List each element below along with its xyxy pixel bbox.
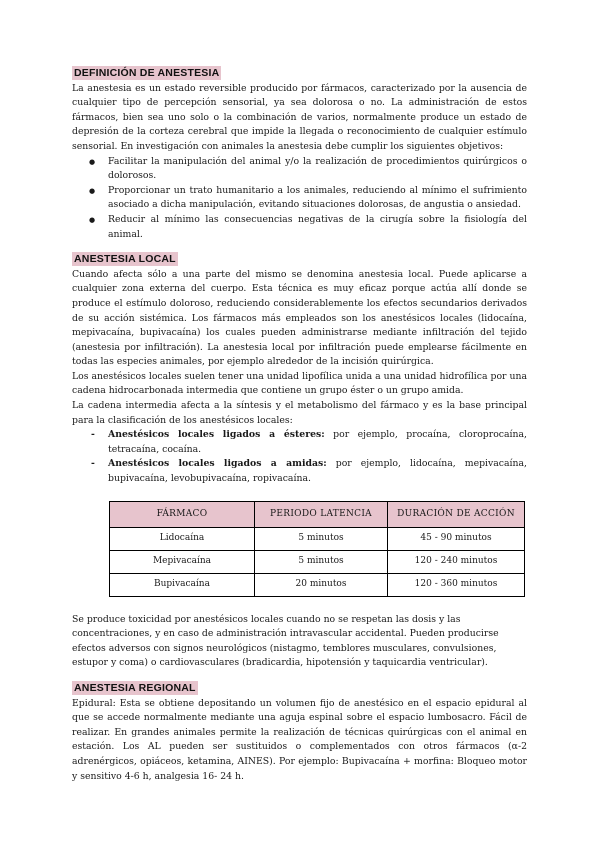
paragraph-local-2: Los anestésicos locales suelen tener una unidad lipofílica unida a una unidad hidrofílica por una cadena hidrocarbonada intermedia que contiene un grupo éster o un grupo amida. (72, 370, 527, 397)
heading-regional: ANESTESIA REGIONAL (74, 682, 196, 694)
type-term: Anestésicos locales ligados a amidas: (108, 458, 327, 470)
paragraph-definicion: La anestesia es un estado reversible producido por fármacos, caracterizado por la ausencia de cualquier tipo de percepción sensorial, ya sea dolorosa o no. La administración de estos fármacos, bien sea uno solo o la combinación de varios, normalmente produce un estado de depresión de la corteza cerebral que impide la llegada o reconocimiento de cualquier estímulo sensorial. En investigación con animales la anestesia debe cumplir los siguientes objetivos: (72, 82, 527, 152)
paragraph-toxicity: Se produce toxicidad por anestésicos locales cuando no se respetan las dosis y las concentraciones, y en caso de administración intravascular accidental. Pueden producirse efectos adversos con signos neurológicos (nistagmo, temblores musculares, convulsiones, estupor y coma) o cardiovasculares (bradicardia, hipotensión y taquicardia ventricular). (72, 613, 499, 669)
list-item: ● Reducir al mínimo las consecuencias negativas de la cirugía sobre la fisiología del animal. (72, 213, 527, 242)
type-desc: por ejemplo, procaína, cloroprocaína, tetracaína, cocaína. (108, 429, 527, 455)
paragraph-local-3: La cadena intermedia afecta a la síntesis y el metabolismo del fármaco y es la base principal para la clasificación de los anestésicos locales: (72, 400, 527, 426)
table-cell: Bupivacaína (110, 573, 255, 596)
table-cell: Mepivacaína (110, 550, 255, 573)
section-local (72, 252, 527, 671)
table-cell: 5 minutos (255, 527, 388, 550)
heading-definicion: DEFINICIÓN DE ANESTESIA (74, 67, 220, 79)
column-header: PERIODO LATENCIA (255, 501, 388, 527)
table-cell: 120 - 360 minutos (388, 573, 525, 596)
list-item (72, 428, 527, 457)
column-header: DURACIÓN DE ACCIÓN (388, 501, 525, 527)
paragraph-local-1: Cuando afecta sólo a una parte del mismo se denomina anestesia local. Puede aplicarse a cualquier zona externa del cuerpo. Esta técnica es muy eficaz porque actúa allí donde se produce el estímulo doloroso, reduciendo considerablemente los efectos secundarios derivados de su acción sistémica. Los fármacos más empleados son los anestésicos locales (lidocaína, mepivacaína, bupivacaína) los cuales pueden administrarse mediante infiltración del tejido (anestesia por infiltración). La anestesia local por infiltración puede emplearse fácilmente en todas las especies animales, por ejemplo alrededor de la incisión quirúrgica. (72, 268, 527, 368)
types-list (72, 428, 527, 486)
table-row (110, 573, 525, 596)
table-cell: 45 - 90 minutos (388, 527, 525, 550)
list-item (72, 457, 527, 486)
table-cell: 20 minutos (255, 573, 388, 596)
objectives-list (72, 155, 527, 243)
drug-table (109, 501, 525, 597)
type-term: Anestésicos locales ligados a ésteres: (108, 429, 325, 441)
table-cell: 5 minutos (255, 550, 388, 573)
table-row (110, 550, 525, 573)
table-cell: 120 - 240 minutos (388, 550, 525, 573)
paragraph-epidural: Epidural: Esta se obtiene depositando un volumen fijo de anestésico en el espacio epidural al que se accede normalmente mediante una aguja espinal sobre el espacio lumbosacro. Fácil de realizar. En grandes animales permite la realización de técnicas quirúrgicas con el animal en estación. Los AL pueden ser sustituidos o complementados con otros fármacos (α-2 adrenérgicos, opiáceos, ketamina, AINES). Por ejemplo: Bupivacaína + morfina: Bloqueo motor y sensitivo 4-6 h, analgesia 16- 24 h. (72, 697, 527, 782)
column-header: FÁRMACO (110, 501, 255, 527)
section-regional (72, 681, 527, 784)
heading-local: ANESTESIA LOCAL (74, 253, 176, 266)
type-desc: por ejemplo, lidocaína, mepivacaína, bupivacaína, levobupivacaína, ropivacaína. (108, 458, 527, 485)
section-definicion (72, 66, 527, 242)
table-header-row (110, 501, 525, 527)
list-item: ● Facilitar la manipulación del animal y/o la realización de procedimientos quirúrgicos o dolorosos. (72, 155, 527, 184)
list-item: ● Proporcionar un trato humanitario a los animales, reduciendo al mínimo el sufrimiento asociado a dicha manipulación, evitando situaciones dolorosas, de angustia o ansiedad. (72, 184, 527, 213)
document-page (72, 66, 527, 784)
table-row (110, 527, 525, 550)
table-cell: Lidocaína (110, 527, 255, 550)
